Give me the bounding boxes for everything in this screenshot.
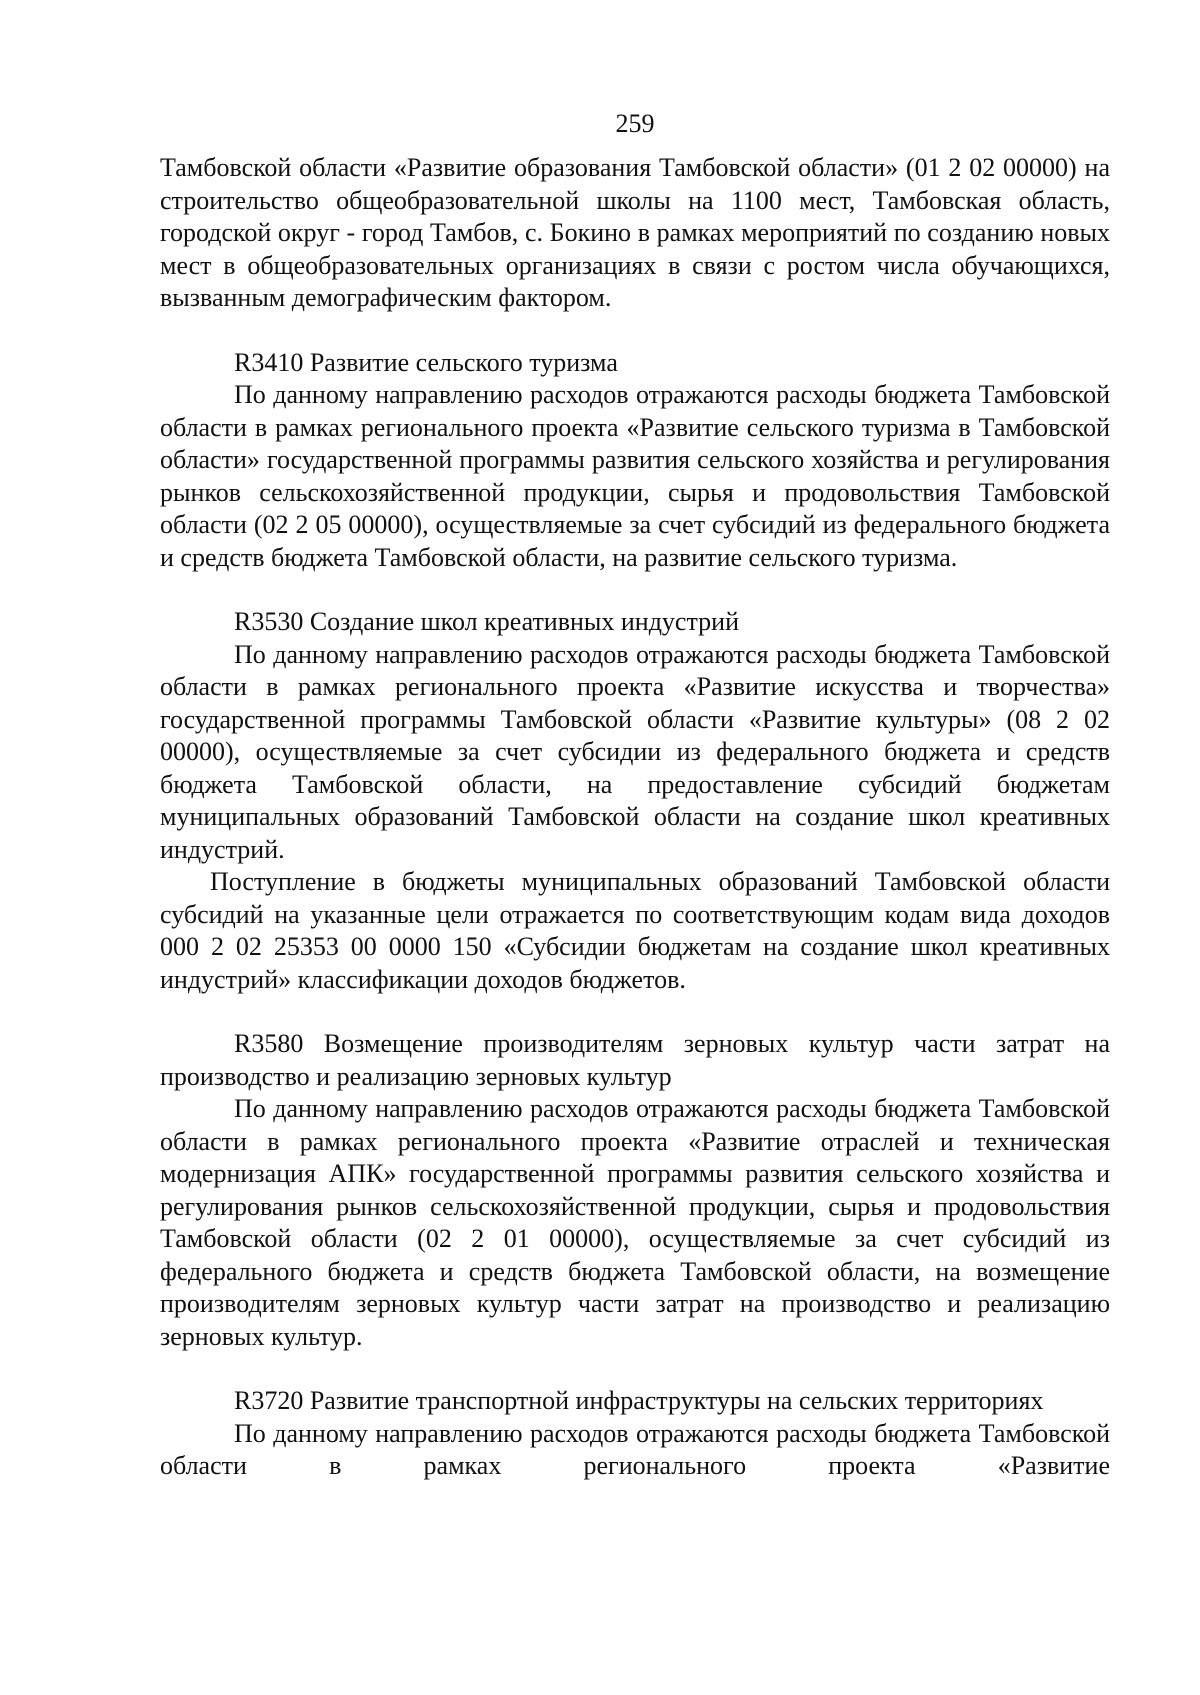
document-page: [160, 108, 1110, 1483]
section-paragraph: По данному направлению расходов отражаются расходы бюджета Тамбовской области в рамках регионального проекта «Развитие: [160, 1418, 1110, 1480]
section-gap: [160, 996, 1110, 1028]
section-gap: [160, 315, 1110, 347]
section-paragraph: По данному направлению расходов отражаются расходы бюджета Тамбовской области в рамках регионального проекта «Развитие искусства и творчества» государственной программы Тамбовской области «Развитие культуры» (08 2 02 00000), осуществляемые за счет субсидии из федерального бюджета и средств бюджета Тамбовской области, на предоставление субсидий бюджетам муниципальных образований Тамбовской области на создание школ креативных индустрий.: [160, 639, 1110, 864]
section-heading-r3580: R3580 Возмещение производителям зерновых культур части затрат на производство и реализацию зерновых культур: [160, 1029, 1110, 1091]
section-paragraph: По данному направлению расходов отражаются расходы бюджета Тамбовской области в рамках регионального проекта «Развитие сельского туризма в Тамбовской области» государственной программы развития сельского хозяйства и регулирования рынков сельскохозяйственной продукции, сырья и продовольствия Тамбовской области (02 2 05 00000), осуществляемые за счет субсидий из федерального бюджета и средств бюджета Тамбовской области, на развитие сельского туризма.: [160, 380, 1110, 572]
intro-paragraph: Тамбовской области «Развитие образования Тамбовской области» (01 2 02 00000) на строительство общеобразовательной школы на 1100 мест, Тамбовская область, городской округ - город Тамбов, с. Бокино в рамках мероприятий по созданию новых мест в общеобразовательных организациях в связи с ростом числа обучающихся, вызванным демографическим фактором.: [160, 153, 1110, 312]
section-heading-r3410: R3410 Развитие сельского туризма: [234, 347, 618, 377]
section-paragraph: По данному направлению расходов отражаются расходы бюджета Тамбовской области в рамках регионального проекта «Развитие отраслей и техническая модернизация АПК» государственной программы развития сельского хозяйства и регулирования рынков сельскохозяйственной продукции, сырья и продовольствия Тамбовской области (02 2 01 00000), осуществляемые за счет субсидий из федерального бюджета и средств бюджета Тамбовской области, на возмещение производителям зерновых культур части затрат на производство и реализацию зерновых культур.: [160, 1094, 1110, 1351]
page-number: 259: [615, 109, 655, 138]
section-gap: [160, 1353, 1110, 1385]
section-gap: [160, 574, 1110, 606]
section-heading-r3530: R3530 Создание школ креативных индустрий: [234, 607, 739, 636]
section-paragraph: Поступление в бюджеты муниципальных образований Тамбовской области субсидий на указанные цели отражается по соответствующим кодам вида доходов 000 2 02 25353 00 0000 150 «Субсидии бюджетам на создание школ креативных индустрий» классификации доходов бюджетов.: [160, 867, 1110, 994]
section-heading-r3720: R3720 Развитие транспортной инфраструктуры на сельских территориях: [234, 1386, 1044, 1415]
